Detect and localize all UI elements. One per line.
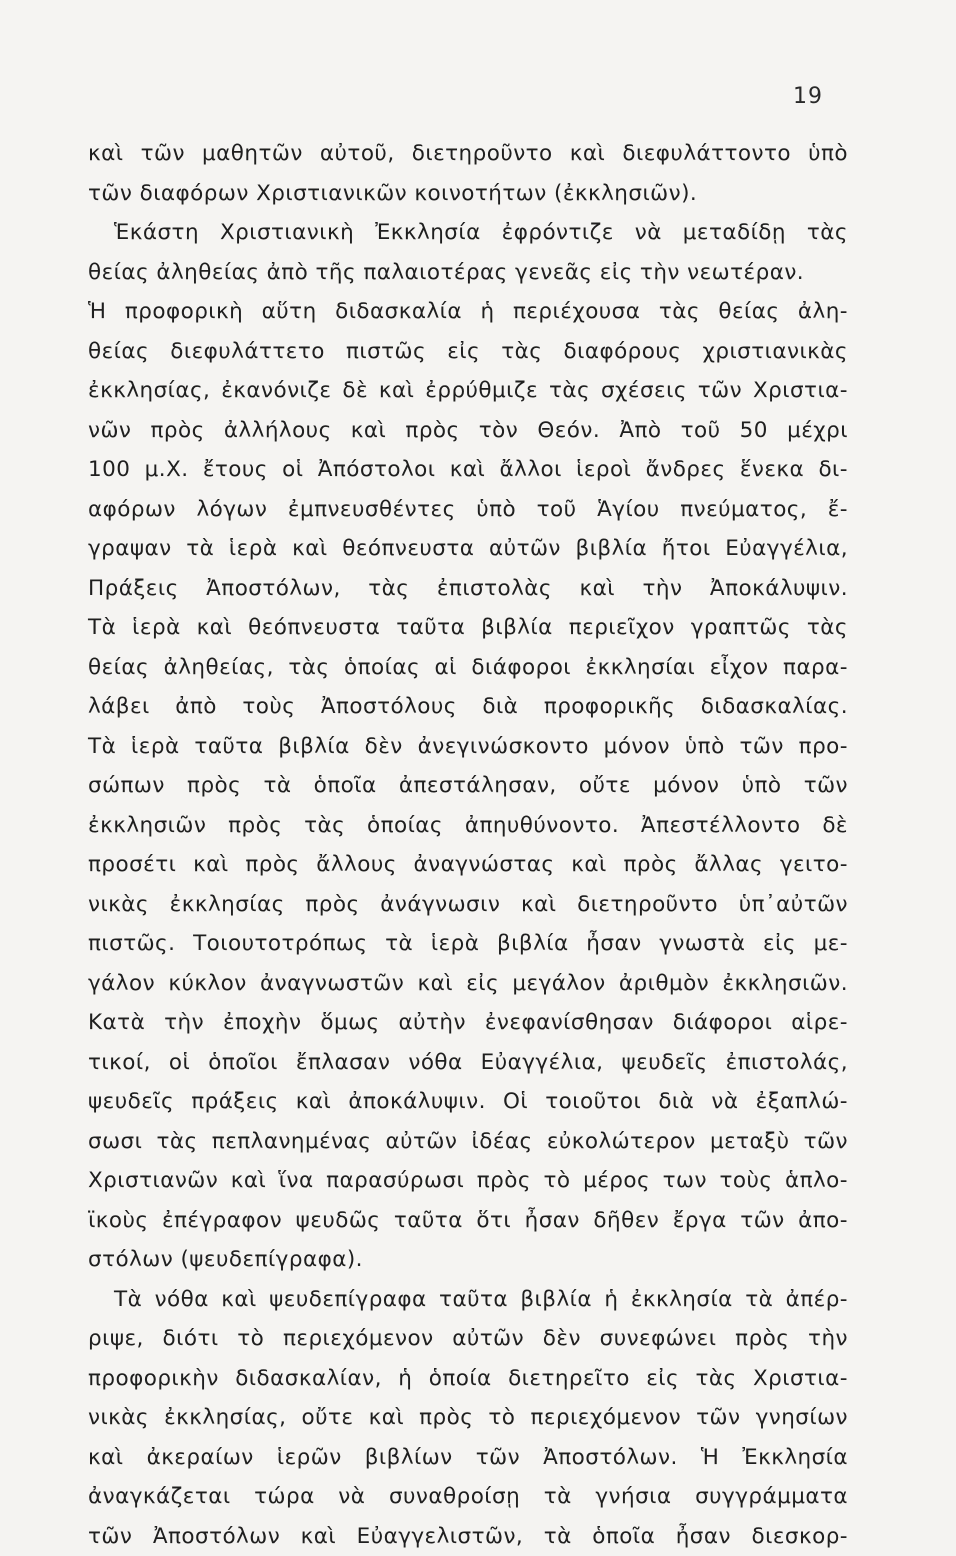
text-line: Χριστιανῶν καὶ ἵνα παρασύρωσι πρὸς τὸ μέρος των τοὺς ἁπλο-: [88, 1161, 848, 1201]
text-line: στόλων (ψευδεπίγραφα).: [88, 1240, 848, 1280]
text-line: θείας διεφυλάττετο πιστῶς εἰς τὰς διαφόρους χριστιανικὰς: [88, 332, 848, 372]
text-line: ριψε, διότι τὸ περιεχόμενον αὐτῶν δὲν συνεφώνει πρὸς τὴν: [88, 1319, 848, 1359]
text-line: γάλον κύκλον ἀναγνωστῶν καὶ εἰς μεγάλον ἀριθμὸν ἐκκλησιῶν.: [88, 964, 848, 1004]
text-line: προσέτι καὶ πρὸς ἄλλους ἀναγνώστας καὶ πρὸς ἄλλας γειτο-: [88, 845, 848, 885]
text-line: Τὰ ἱερὰ καὶ θεόπνευστα ταῦτα βιβλία περιεῖχον γραπτῶς τὰς: [88, 608, 848, 648]
text-line: σώπων πρὸς τὰ ὁποῖα ἀπεστάλησαν, οὔτε μόνον ὑπὸ τῶν: [88, 766, 848, 806]
text-line: προφορικὴν διδασκαλίαν, ἡ ὁποία διετηρεῖτο εἰς τὰς Χριστια-: [88, 1359, 848, 1399]
text-line: θείας ἀληθείας ἀπὸ τῆς παλαιοτέρας γενεᾶς εἰς τὴν νεωτέραν.: [88, 253, 848, 293]
text-line: γραψαν τὰ ἱερὰ καὶ θεόπνευστα αὐτῶν βιβλία ἤτοι Εὐαγγέλια,: [88, 529, 848, 569]
text-line: τῶν διαφόρων Χριστιανικῶν κοινοτήτων (ἐκκλησιῶν).: [88, 174, 848, 214]
text-line: θείας ἀληθείας, τὰς ὁποίας αἱ διάφοροι ἐκκλησίαι εἶχον παρα-: [88, 648, 848, 688]
text-line: Τὰ νόθα καὶ ψευδεπίγραφα ταῦτα βιβλία ἡ ἐκκλησία τὰ ἀπέρ-: [88, 1280, 848, 1320]
text-line: λάβει ἀπὸ τοὺς Ἀποστόλους διὰ προφορικῆς διδασκαλίας.: [88, 687, 848, 727]
text-line: 100 μ.Χ. ἔτους οἱ Ἀπόστολοι καὶ ἄλλοι ἱεροὶ ἄνδρες ἕνεκα δι-: [88, 450, 848, 490]
text-line: Τὰ ἱερὰ ταῦτα βιβλία δὲν ἀνεγινώσκοντο μόνον ὑπὸ τῶν προ-: [88, 727, 848, 767]
text-line: ἐκκλησιῶν πρὸς τὰς ὁποίας ἀπηυθύνοντο. Ἀπεστέλλοντο δὲ: [88, 806, 848, 846]
text-line: νικὰς ἐκκλησίας πρὸς ἀνάγνωσιν καὶ διετηροῦντο ὑπ᾿αὐτῶν: [88, 885, 848, 925]
text-line: ἐκκλησίας, ἐκανόνιζε δὲ καὶ ἐρρύθμιζε τὰς σχέσεις τῶν Χριστια-: [88, 371, 848, 411]
text-line: Κατὰ τὴν ἐποχὴν ὅμως αὐτὴν ἐνεφανίσθησαν διάφοροι αἱρε-: [88, 1003, 848, 1043]
text-line: Ἡ προφορικὴ αὕτη διδασκαλία ἡ περιέχουσα τὰς θείας ἀλη-: [88, 292, 848, 332]
text-line: καὶ ἀκεραίων ἱερῶν βιβλίων τῶν Ἀποστόλων. Ἡ Ἐκκλησία: [88, 1438, 848, 1478]
page-number: 19: [783, 84, 823, 109]
text-line: ψευδεῖς πράξεις καὶ ἀποκάλυψιν. Οἱ τοιοῦτοι διὰ νὰ ἐξαπλώ-: [88, 1082, 848, 1122]
body-text: [88, 134, 848, 1556]
text-line: τικοί, οἱ ὁποῖοι ἔπλασαν νόθα Εὐαγγέλια, ψευδεῖς ἐπιστολάς,: [88, 1043, 848, 1083]
text-line: Ἑκάστη Χριστιανικὴ Ἐκκλησία ἐφρόντιζε νὰ μεταδίδῃ τὰς: [88, 213, 848, 253]
text-line: καὶ τῶν μαθητῶν αὐτοῦ, διετηροῦντο καὶ διεφυλάττοντο ὑπὸ: [88, 134, 848, 174]
text-line: πιστῶς. Τοιουτοτρόπως τὰ ἱερὰ βιβλία ἦσαν γνωστὰ εἰς με-: [88, 924, 848, 964]
text-line: ϊκοὺς ἐπέγραφον ψευδῶς ταῦτα ὅτι ἦσαν δῆθεν ἔργα τῶν ἀπο-: [88, 1201, 848, 1241]
text-line: αφόρων λόγων ἐμπνευσθέντες ὑπὸ τοῦ Ἁγίου πνεύματος, ἔ-: [88, 490, 848, 530]
text-line: τῶν Ἀποστόλων καὶ Εὐαγγελιστῶν, τὰ ὁποῖα ἦσαν διεσκορ-: [88, 1517, 848, 1556]
text-line: σωσι τὰς πεπλανημένας αὐτῶν ἰδέας εὐκολώτερον μεταξὺ τῶν: [88, 1122, 848, 1162]
text-line: ἀναγκάζεται τώρα νὰ συναθροίσῃ τὰ γνήσια συγγράμματα: [88, 1477, 848, 1517]
text-line: νῶν πρὸς ἀλλήλους καὶ πρὸς τὸν Θεόν. Ἀπὸ τοῦ 50 μέχρι: [88, 411, 848, 451]
text-line: νικὰς ἐκκλησίας, οὔτε καὶ πρὸς τὸ περιεχόμενον τῶν γνησίων: [88, 1398, 848, 1438]
text-line: Πράξεις Ἀποστόλων, τὰς ἐπιστολὰς καὶ τὴν Ἀποκάλυψιν.: [88, 569, 848, 609]
